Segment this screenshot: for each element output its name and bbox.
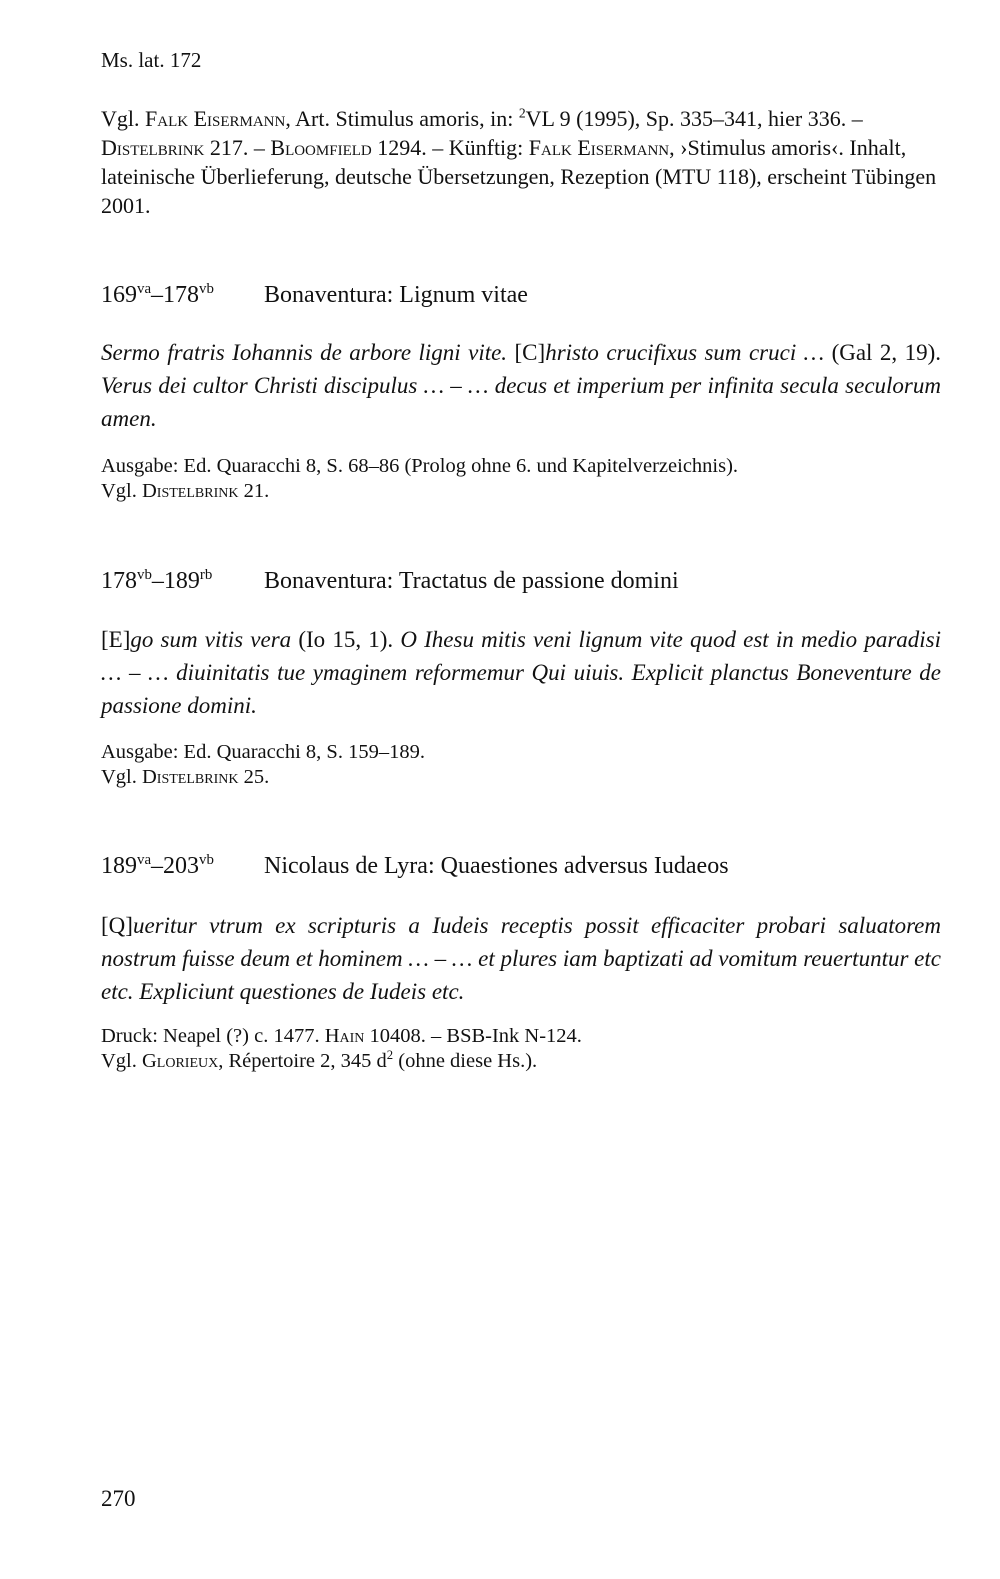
author-name: Bloomfield xyxy=(270,135,372,160)
folio-range: $178^{vb}-189^{rb}$ xyxy=(101,567,213,594)
author-name: Glorieux xyxy=(142,1050,219,1072)
entry-title: Bonaventura: Lignum vitae xyxy=(264,282,528,308)
entry-heading xyxy=(101,853,941,880)
author-name: Falk Eisermann xyxy=(528,135,670,160)
entry-note: Druck: Neapel (?) c. 1477. Hain 10408. – BSB-Ink N-124. Vgl. Glorieux, Répertoire 2, 345 $d^2$ (ohne diese Hs.). xyxy=(101,1025,582,1072)
page-number: 270 xyxy=(101,1486,136,1511)
entry-heading xyxy=(101,282,941,309)
entry-note: Ausgabe: Ed. Quaracchi 8, S. 159–189. Vgl. Distelbrink 25. xyxy=(101,741,425,788)
entry-text: Sermo fratris Iohannis de arbore ligni vite. [C]hristo crucifixus sum cruci … (Gal 2, 19). Verus dei cultor Christi discipulus … – … decus et imperium per infinita secula seculorum amen. xyxy=(101,340,942,431)
author-name: Hain xyxy=(324,1025,365,1047)
author-name: Distelbrink xyxy=(142,766,239,788)
folio-range: $189^{va}-203^{vb}$ xyxy=(101,852,214,879)
entry-title: Nicolaus de Lyra: Quaestiones adversus Iudaeos xyxy=(264,853,729,879)
author-name: Distelbrink xyxy=(101,135,205,160)
entry-text: [E]go sum vitis vera (Io 15, 1). O Ihesu mitis veni lignum vite quod est in medio paradisi … – … diuinitatis tue ymaginem reformemur Qui uiuis. Explicit planctus Boneventure de passione domini. xyxy=(101,627,941,718)
intro-note: Vgl. Falk Eisermann, Art. Stimulus amoris, in: $^2$VL 9 (1995), Sp. 335–341, hier 336. – Distelbrink 217. – Bloomfield 1294. – Künftig: Falk Eisermann, ›Stimulus amoris‹. Inhalt, lateinische Überlieferung, deutsche Übersetzungen, Rezeption (MTU 118), erscheint Tübingen 2001. xyxy=(101,105,937,218)
entry-text: [Q]ueritur vtrum ex scripturis a Iudeis receptis possit efficaciter probari saluatorem nostrum fuisse deum et hominem … – … et plures iam baptizati ad vomitum reuertuntur etc etc. Expliciunt questiones de Iudeis etc. xyxy=(101,913,941,1004)
author-name: Falk Eisermann xyxy=(145,106,286,131)
running-head: Ms. lat. 172 xyxy=(101,48,202,72)
folio-range: $169^{va}-178^{vb}$ xyxy=(101,281,214,308)
entry-title: Bonaventura: Tractatus de passione domini xyxy=(264,568,679,594)
author-name: Distelbrink xyxy=(142,480,239,502)
entry-heading xyxy=(101,568,941,595)
entry-note: Ausgabe: Ed. Quaracchi 8, S. 68–86 (Prolog ohne 6. und Kapitelverzeichnis). Vgl. Distelbrink 21. xyxy=(101,455,739,502)
